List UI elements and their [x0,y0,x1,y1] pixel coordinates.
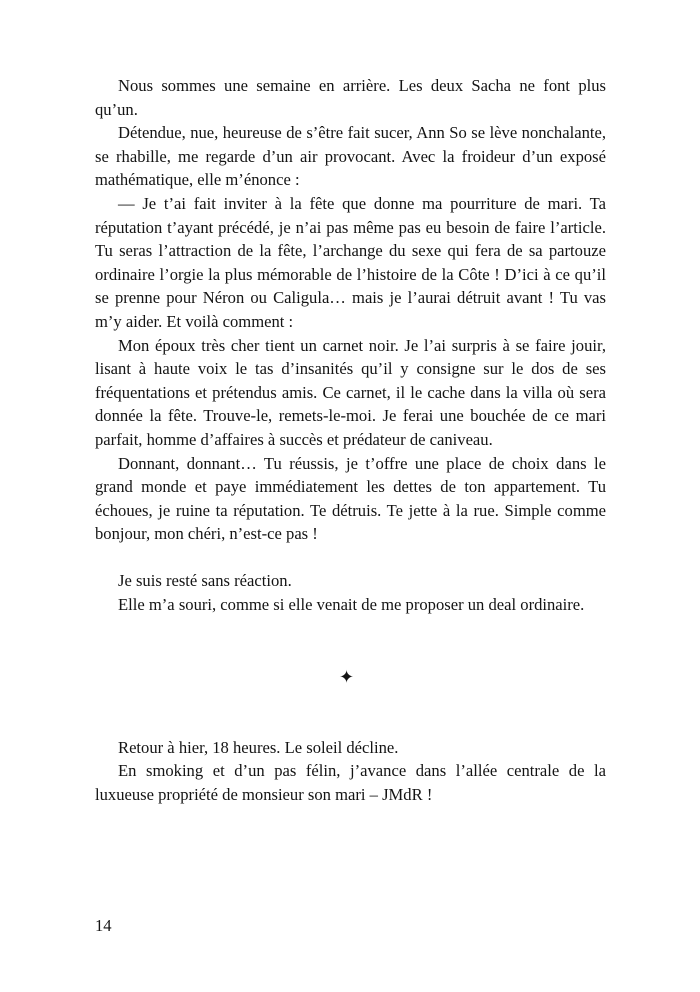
paragraph: Je suis resté sans réaction. [118,571,292,591]
star-ornament-icon: ✦ [338,666,355,687]
paragraph: Retour à hier, 18 heures. Le soleil décline. [118,737,399,757]
paragraph: — Je t’ai fait inviter à la fête que donne ma pourriture de mari. Ta réputation t’ayant précédé, je n’ai pas même pas eu besoin de faire l’article. Tu seras l’attraction de la fête, l’archange du sexe qui fera de sa partouze ordinaire l’orgie la plus mémorable de l’histoire de la Côte ! D’ici à ce qu’il se prenne pour Néron ou Caligula… mais je l’aurai détruit avant ! Tu vas m’y aider. Et voilà comment : [95,193,606,331]
paragraph: Nous sommes une semaine en arrière. Les deux Sacha ne font plus qu’un. [95,76,606,119]
paragraph: Elle m’a souri, comme si elle venait de me proposer un deal ordinaire. [118,595,585,615]
section-break-ornament [95,665,606,689]
paragraph: En smoking et d’un pas félin, j’avance dans l’allée centrale de la luxueuse propriété de monsieur son mari – JMdR ! [95,761,606,804]
paragraph: Mon époux très cher tient un carnet noir. Je l’ai surpris à se faire jouir, lisant à haute voix le tas d’insanités qu’il y consigne sur le dos de ses fréquentations et prétendus amis. Ce carnet, il le cache dans la villa où sera donnée la fête. Trouve-le, remets-le-moi. Je ferai une bouchée de ce mari parfait, homme d’affaires à succès et prédateur de caniveau. [95,335,606,449]
page-body [95,74,606,806]
paragraph: Donnant, donnant… Tu réussis, je t’offre une place de choix dans le grand monde et paye immédiatement les dettes de ton appartement. Tu échoues, je ruine ta réputation. Te détruis. Te jette à la rue. Simple comme bonjour, mon chéri, n’est-ce pas ! [95,453,606,544]
page-number: 14 [95,916,112,935]
paragraph: Détendue, nue, heureuse de s’être fait sucer, Ann So se lève nonchalante, se rhabille, me regarde d’un air provocant. Avec la froideur d’un exposé mathématique, elle m’énonce : [95,123,606,190]
